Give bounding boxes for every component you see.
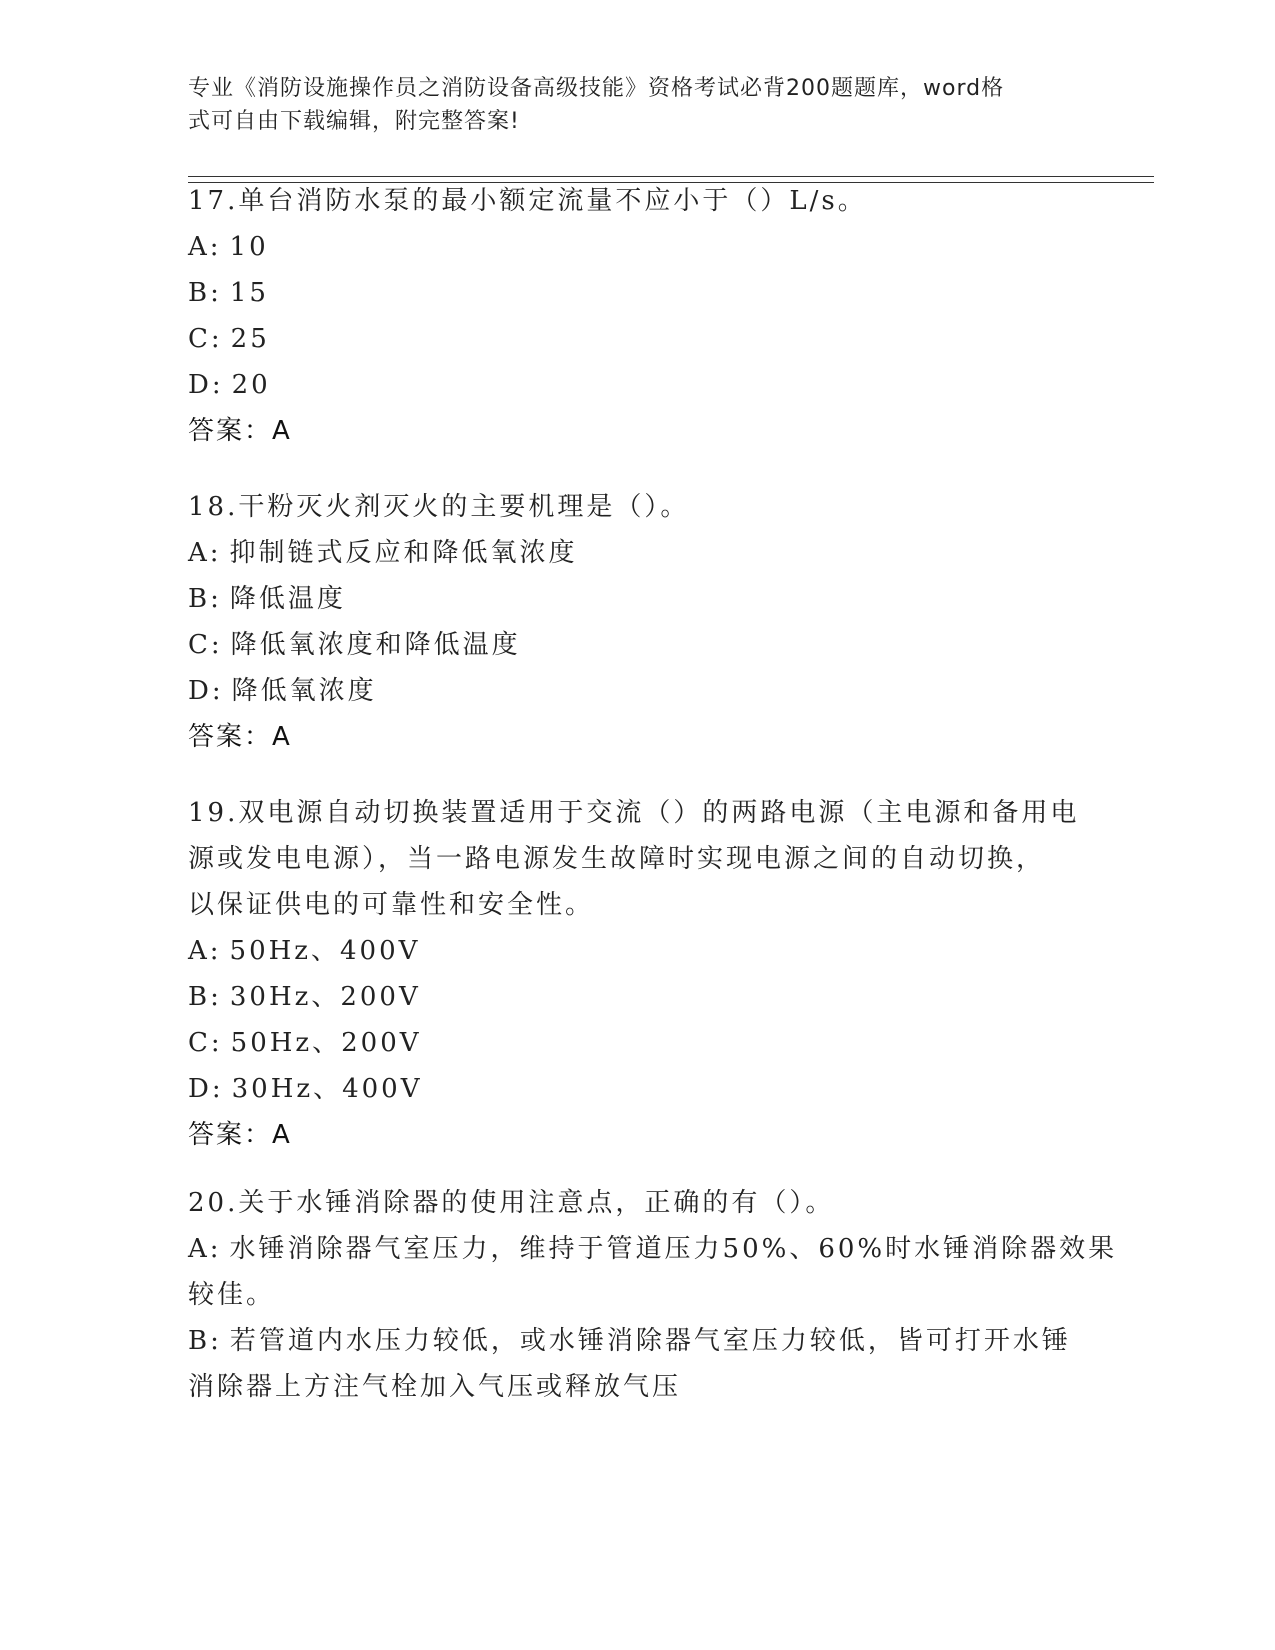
option-d (188, 668, 1088, 714)
question-stem-line-3: 以保证供电的可靠性和安全性。 (188, 890, 595, 920)
option-a (188, 224, 1088, 270)
option-text: 20 (231, 370, 271, 400)
intro-line-1: 专业《消防设施操作员之消防设备高级技能》资格考试必背200题题库，word格 (188, 76, 1005, 101)
option-label: D: (188, 370, 224, 400)
question-stem-line-1: 19.双电源自动切换装置适用于交流（）的两路电源（主电源和备用电 (188, 798, 1080, 828)
option-label: B: (188, 278, 222, 308)
option-text: 25 (230, 324, 270, 354)
option-label: B: (188, 584, 222, 614)
intro-line-2: 式可自由下载编辑，附完整答案! (188, 109, 520, 134)
option-text: 降低氧浓度和降低温度 (230, 630, 521, 660)
option-text: 降低氧浓度 (231, 676, 377, 706)
option-text: 50Hz、400V (229, 936, 421, 966)
option-label: B: (188, 1326, 222, 1356)
option-label: D: (188, 676, 224, 706)
option-c (188, 316, 1088, 362)
option-b-line-2: 消除器上方注气栓加入气压或释放气压 (188, 1372, 682, 1402)
option-label: C: (188, 1028, 223, 1058)
question-stem: 20.关于水锤消除器的使用注意点，正确的有（）。 (188, 1188, 835, 1218)
option-c (188, 1020, 1088, 1066)
option-label: C: (188, 630, 223, 660)
option-b (188, 974, 1088, 1020)
question-stem: 17.单台消防水泵的最小额定流量不应小于（）L/s。 (188, 186, 867, 216)
option-label: A: (188, 232, 222, 262)
option-text: 15 (229, 278, 269, 308)
option-a (188, 928, 1088, 974)
option-d (188, 1066, 1088, 1112)
option-c (188, 622, 1088, 668)
question-stem-line-2: 源或发电电源），当一路电源发生故障时实现电源之间的自动切换， (188, 844, 1046, 874)
option-text: 若管道内水压力较低，或水锤消除器气室压力较低，皆可打开水锤 (229, 1326, 1071, 1356)
option-d (188, 362, 1088, 408)
document-intro (188, 72, 1068, 138)
option-label: A: (188, 1234, 222, 1264)
option-text: 30Hz、200V (229, 982, 421, 1012)
question-17 (188, 178, 1088, 454)
option-text: 50Hz、200V (230, 1028, 422, 1058)
option-text: 水锤消除器气室压力，维持于管道压力50%、60%时水锤消除器效果 (229, 1234, 1118, 1264)
option-a (188, 530, 1088, 576)
answer-text: 答案：A (188, 722, 292, 752)
option-text: 抑制链式反应和降低氧浓度 (229, 538, 578, 568)
question-19 (188, 790, 1088, 1158)
option-text: 降低温度 (229, 584, 346, 614)
question-stem: 18.干粉灭火剂灭火的主要机理是（）。 (188, 492, 690, 522)
option-text: 10 (229, 232, 269, 262)
option-text: 30Hz、400V (231, 1074, 423, 1104)
question-20 (188, 1180, 1118, 1410)
option-label: C: (188, 324, 223, 354)
option-a-line-2: 较佳。 (188, 1280, 276, 1310)
answer-text: 答案：A (188, 1120, 292, 1150)
answer-text: 答案：A (188, 416, 292, 446)
option-label: A: (188, 538, 222, 568)
option-label: B: (188, 982, 222, 1012)
question-18 (188, 484, 1088, 760)
option-label: A: (188, 936, 222, 966)
option-b-line-1 (188, 1318, 1088, 1364)
option-b (188, 270, 1088, 316)
option-a-line-1 (188, 1226, 1118, 1272)
option-label: D: (188, 1074, 224, 1104)
header-divider-top (188, 176, 1154, 177)
option-b (188, 576, 1088, 622)
